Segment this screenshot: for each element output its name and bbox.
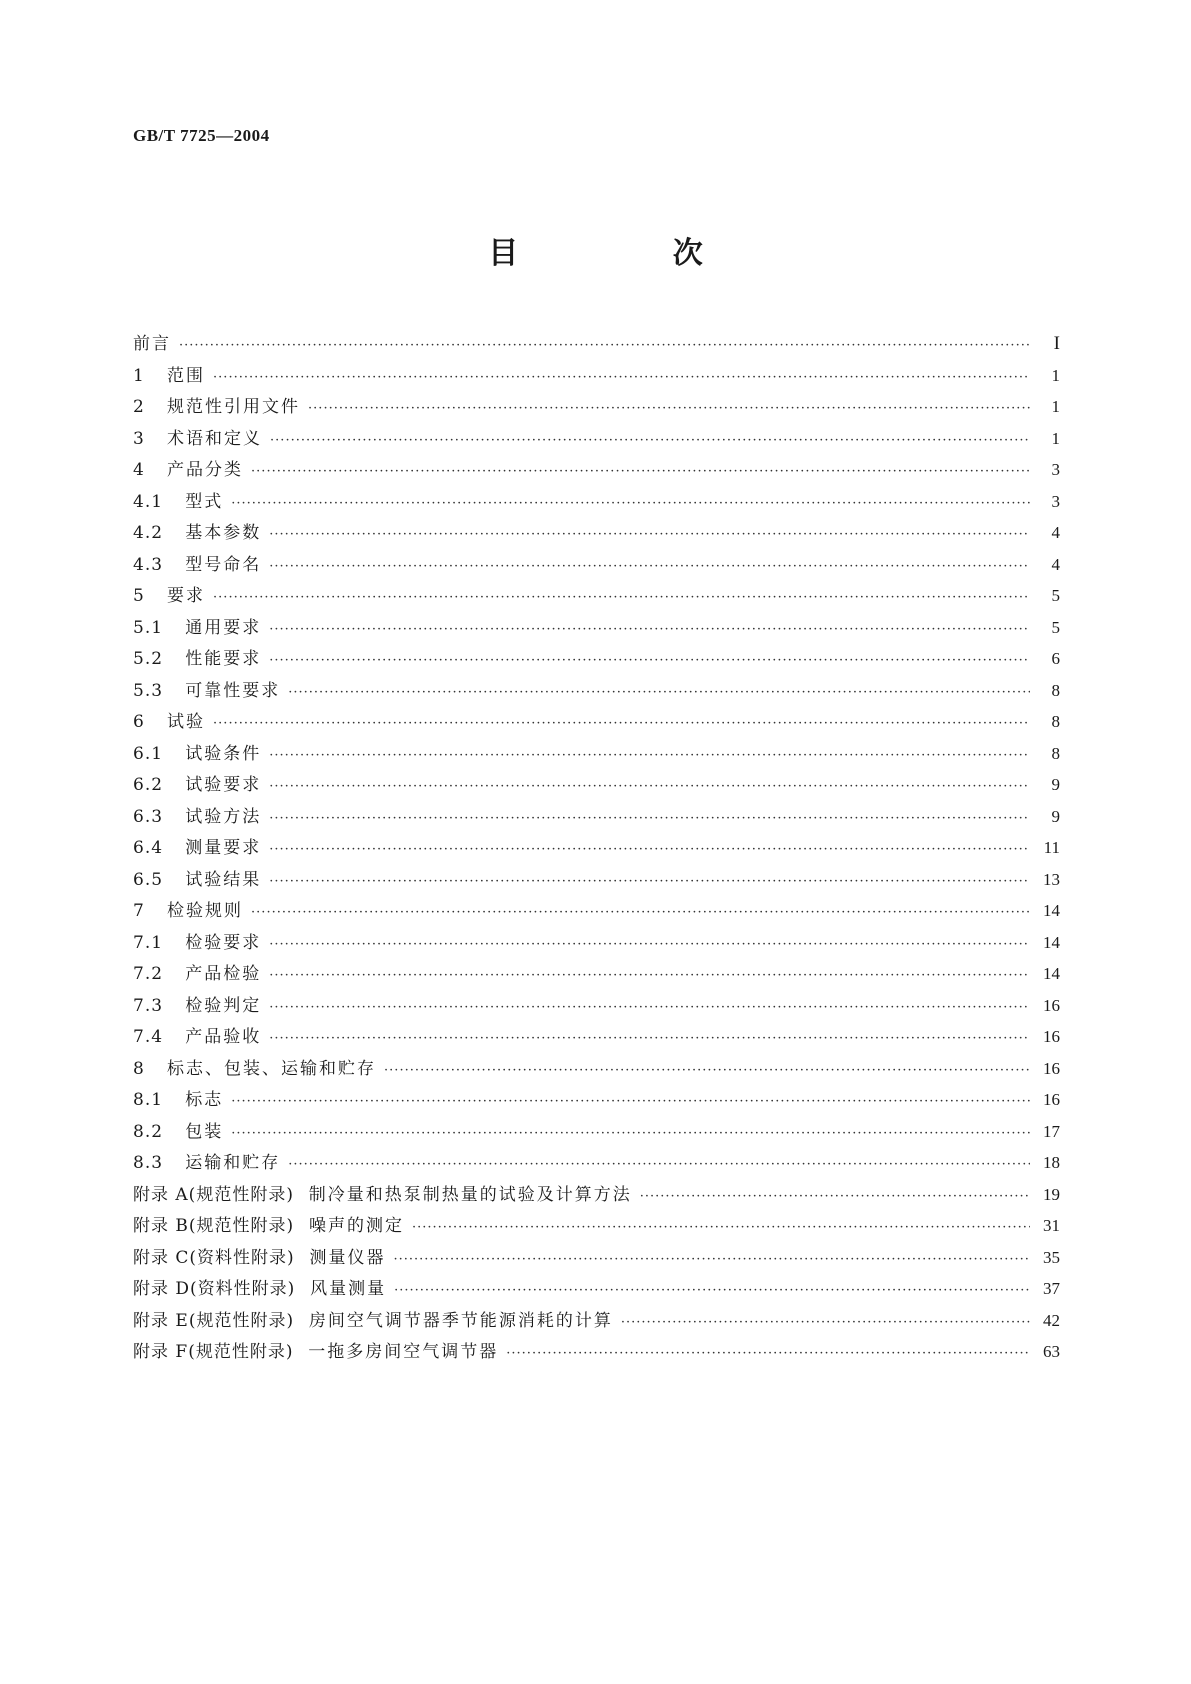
toc-entry[interactable] (133, 1210, 1060, 1242)
toc-entry[interactable] (133, 328, 1060, 360)
toc-entry-number: 附录 A(规范性附录) (133, 1184, 294, 1205)
toc-entry-title: 产品分类 (167, 460, 244, 480)
toc-entry[interactable] (133, 1336, 1060, 1368)
toc-entry-label (133, 1243, 386, 1275)
toc-entry-number: 附录 E(规范性附录) (133, 1310, 295, 1331)
toc-entry-number: 7.1 (133, 932, 164, 953)
toc-entry-label (133, 581, 205, 613)
toc-entry[interactable] (133, 1116, 1060, 1148)
toc-entry-label (133, 1117, 223, 1149)
toc-entry-number: 5 (133, 586, 145, 606)
toc-entry[interactable] (133, 895, 1060, 927)
toc-entry-number: 4.1 (133, 491, 164, 512)
toc-entry-number: 8.2 (133, 1121, 164, 1142)
toc-entry-title: 型号命名 (185, 554, 262, 575)
toc-entry-page: 8 (1051, 712, 1060, 731)
dot-leader (394, 1244, 1031, 1276)
toc-entry-label (133, 1085, 223, 1117)
toc-entry-page: 63 (1043, 1342, 1060, 1361)
dot-leader (269, 645, 1030, 677)
dot-leader (506, 1338, 1030, 1370)
toc-entry-page: 16 (1043, 995, 1060, 1015)
toc-entry-label (133, 644, 261, 676)
toc-entry-page: 16 (1043, 1058, 1060, 1078)
toc-entry[interactable] (133, 864, 1060, 896)
toc-entry-title: 性能要求 (185, 649, 262, 669)
toc-entry-number: 7.4 (133, 1027, 164, 1047)
toc-entry-label (133, 802, 261, 834)
toc-entry-page: 3 (1051, 491, 1060, 511)
toc-entry-number: 附录 C(资料性附录) (133, 1247, 295, 1268)
toc-entry[interactable] (133, 1273, 1060, 1305)
toc-entry[interactable] (133, 454, 1060, 486)
toc-entry-title: 术语和定义 (167, 428, 263, 449)
dot-leader (213, 708, 1030, 740)
toc-entry-page: 35 (1043, 1247, 1060, 1267)
toc-entry[interactable] (133, 486, 1060, 518)
toc-entry[interactable] (133, 1242, 1060, 1274)
toc-entry-title: 标志 (185, 1090, 224, 1110)
toc-entry[interactable] (133, 423, 1060, 455)
toc-entry-page: 9 (1051, 775, 1060, 794)
toc-entry-label (133, 739, 261, 771)
toc-entry-title: 检验要求 (185, 932, 262, 953)
toc-entry-number: 5.1 (133, 617, 164, 638)
toc-entry-label (133, 959, 261, 991)
toc-entry-label (133, 707, 205, 739)
toc-entry-number: 3 (133, 428, 145, 449)
dot-leader (213, 362, 1030, 394)
toc-entry[interactable] (133, 1021, 1060, 1053)
dot-leader (288, 1149, 1030, 1181)
dot-leader (269, 1023, 1030, 1055)
toc-entry-page: 1 (1051, 428, 1060, 448)
toc-entry-number: 附录 F(规范性附录) (133, 1342, 294, 1362)
toc-entry-number: 6.2 (133, 775, 164, 795)
toc-entry-label (133, 1022, 261, 1054)
toc-entry-page: 37 (1043, 1279, 1060, 1298)
dot-leader (384, 1055, 1030, 1087)
toc-entry-title: 标志、包装、运输和贮存 (167, 1058, 377, 1079)
dot-leader (270, 425, 1030, 457)
toc-entry-page: 5 (1051, 586, 1060, 605)
dot-leader (251, 456, 1030, 488)
dot-leader (231, 1086, 1030, 1118)
toc-entry-number: 1 (133, 365, 145, 386)
toc-entry-label (133, 329, 171, 361)
toc-entry-page: 14 (1043, 964, 1060, 983)
toc-entry-page: 14 (1043, 901, 1060, 920)
toc-entry-number: 6.3 (133, 806, 164, 827)
dot-leader (269, 803, 1030, 835)
toc-entry-label (133, 928, 261, 960)
toc-entry-label (133, 770, 261, 802)
dot-leader (213, 582, 1030, 614)
toc-entry-page: 5 (1051, 617, 1060, 637)
toc-entry[interactable] (133, 1084, 1060, 1116)
dot-leader (269, 771, 1030, 803)
toc-entry-page: 31 (1043, 1216, 1060, 1235)
toc-entry-page: 14 (1043, 932, 1060, 952)
toc-entry-page: 19 (1043, 1184, 1060, 1204)
toc-entry-page: 6 (1051, 649, 1060, 668)
toc-entry[interactable] (133, 612, 1060, 644)
toc-entry-number: 附录 D(资料性附录) (133, 1279, 296, 1299)
toc-entry-number: 4 (133, 460, 145, 480)
toc-entry-page: 9 (1051, 806, 1060, 826)
dot-leader (269, 740, 1030, 772)
toc-entry-page: 8 (1051, 680, 1060, 700)
toc-entry-label (133, 833, 261, 865)
toc-entry-number: 8 (133, 1058, 145, 1079)
toc-entry-title: 规范性引用文件 (167, 397, 301, 417)
toc-entry-title: 试验条件 (185, 743, 262, 764)
toc-entry-page: I (1053, 333, 1060, 354)
toc-entry-number: 附录 B(规范性附录) (133, 1216, 295, 1236)
toc-entry-label (133, 1274, 386, 1306)
toc-entry-page: 17 (1043, 1121, 1060, 1141)
toc-entry-title: 型式 (185, 491, 224, 512)
dot-leader (231, 488, 1030, 520)
toc-entry-title: 试验要求 (185, 775, 262, 795)
toc-entry-title: 产品验收 (185, 1027, 262, 1047)
toc-entry-title: 试验 (167, 712, 206, 732)
toc-entry[interactable] (133, 990, 1060, 1022)
toc-entry[interactable] (133, 1053, 1060, 1085)
toc-entry[interactable] (133, 801, 1060, 833)
toc-entry-number: 4.3 (133, 554, 164, 575)
toc-entry[interactable] (133, 769, 1060, 801)
toc-entry[interactable] (133, 643, 1060, 675)
toc-entry-page: 42 (1043, 1310, 1060, 1330)
toc-entry-number: 2 (133, 397, 145, 417)
dot-leader (640, 1181, 1030, 1213)
dot-leader (308, 393, 1030, 425)
toc-entry-page: 4 (1051, 523, 1060, 542)
toc-entry[interactable] (133, 360, 1060, 392)
toc-entry-title: 测量仪器 (309, 1247, 386, 1268)
toc-entry-title: 基本参数 (185, 523, 262, 543)
toc-title: 目 次 (488, 236, 775, 271)
dot-leader (269, 834, 1030, 866)
toc-entry[interactable] (133, 1179, 1060, 1211)
toc-entry[interactable] (133, 1305, 1060, 1337)
toc-entry-title: 房间空气调节器季节能源消耗的计算 (308, 1310, 613, 1331)
toc-entry-title: 测量要求 (185, 838, 262, 858)
standard-code: GB/T 7725—2004 (133, 126, 270, 145)
toc-entry-title: 检验判定 (185, 995, 262, 1016)
toc-entry-number: 7.3 (133, 995, 164, 1016)
toc-entry[interactable] (133, 1147, 1060, 1179)
toc-entry[interactable] (133, 580, 1060, 612)
dot-leader (269, 992, 1030, 1024)
dot-leader (269, 929, 1030, 961)
toc-entry-page: 4 (1051, 554, 1060, 574)
toc-entry-number: 8.3 (133, 1153, 164, 1173)
toc-entry-title: 包装 (185, 1121, 224, 1142)
toc-entry-number: 4.2 (133, 523, 164, 543)
dot-leader (231, 1118, 1030, 1150)
toc-entry-title: 一拖多房间空气调节器 (308, 1342, 499, 1362)
toc-entry-title: 前言 (133, 334, 171, 354)
toc-entry-label (133, 455, 243, 487)
toc-entry-label (133, 865, 261, 897)
toc-entry-label (133, 518, 261, 550)
toc-entry-label (133, 550, 261, 582)
dot-leader (251, 897, 1030, 929)
toc-entry-number: 5.2 (133, 649, 164, 669)
toc-entry-title: 可靠性要求 (185, 680, 281, 701)
toc-entry-page: 16 (1043, 1027, 1060, 1046)
toc-entry-label (133, 1306, 613, 1338)
toc-entry-page: 8 (1051, 743, 1060, 763)
toc-entry-number: 8.1 (133, 1090, 164, 1110)
toc-entry[interactable] (133, 517, 1060, 549)
toc-entry-title: 范围 (167, 365, 206, 386)
dot-leader (269, 866, 1030, 898)
toc-entry-title: 试验结果 (185, 869, 262, 890)
toc-entry-label (133, 361, 205, 393)
toc-entry[interactable] (133, 927, 1060, 959)
toc-entry-page: 13 (1043, 869, 1060, 889)
dot-leader (269, 551, 1030, 583)
toc-entry-page: 3 (1051, 460, 1060, 479)
toc-entry-label (133, 676, 280, 708)
toc-entry-number: 7 (133, 901, 145, 921)
toc-entry-label (133, 1148, 280, 1180)
dot-leader (269, 960, 1030, 992)
toc-entry-label (133, 1054, 376, 1086)
toc-entry[interactable] (133, 391, 1060, 423)
toc-entry-title: 产品检验 (185, 964, 262, 984)
toc-entry-title: 试验方法 (185, 806, 262, 827)
toc-entry-label (133, 1337, 498, 1369)
toc-entry-number: 7.2 (133, 964, 164, 984)
dot-leader (269, 519, 1030, 551)
toc-entry-number: 6.4 (133, 838, 164, 858)
dot-leader (288, 677, 1030, 709)
toc-entry-label (133, 896, 243, 928)
toc-entry-label (133, 424, 262, 456)
toc-entry[interactable] (133, 675, 1060, 707)
toc-entry[interactable] (133, 738, 1060, 770)
toc-entry-title: 运输和贮存 (185, 1153, 281, 1173)
toc-entry-number: 6.5 (133, 869, 164, 890)
dot-leader (394, 1275, 1030, 1307)
toc-entry-title: 要求 (167, 586, 206, 606)
toc-entry[interactable] (133, 549, 1060, 581)
toc-entry-label (133, 392, 300, 424)
toc-entry-page: 1 (1051, 397, 1060, 416)
toc-entry-label (133, 1211, 404, 1243)
toc-entry[interactable] (133, 706, 1060, 738)
toc-entry-title: 噪声的测定 (308, 1216, 404, 1236)
toc-entry-page: 11 (1043, 838, 1060, 857)
toc-entry-number: 6.1 (133, 743, 164, 764)
toc-entry-title: 风量测量 (310, 1279, 387, 1299)
toc-entry[interactable] (133, 832, 1060, 864)
toc-entry-label (133, 487, 223, 519)
toc-entry-label (133, 991, 261, 1023)
toc-entry-label (133, 613, 261, 645)
toc-entry-page: 18 (1043, 1153, 1060, 1172)
toc-entry-title: 通用要求 (185, 617, 262, 638)
toc-entry-page: 16 (1043, 1090, 1060, 1109)
toc-entry-number: 5.3 (133, 680, 164, 701)
toc-entry[interactable] (133, 958, 1060, 990)
toc-entry-title: 制冷量和热泵制热量的试验及计算方法 (308, 1184, 632, 1205)
dot-leader (412, 1212, 1030, 1244)
toc-entry-title: 检验规则 (167, 901, 244, 921)
toc-list (133, 328, 1060, 1368)
toc-entry-page: 1 (1051, 365, 1060, 385)
toc-entry-number: 6 (133, 712, 145, 732)
dot-leader (621, 1307, 1030, 1339)
dot-leader (179, 330, 1030, 362)
toc-entry-label (133, 1180, 632, 1212)
dot-leader (269, 614, 1030, 646)
